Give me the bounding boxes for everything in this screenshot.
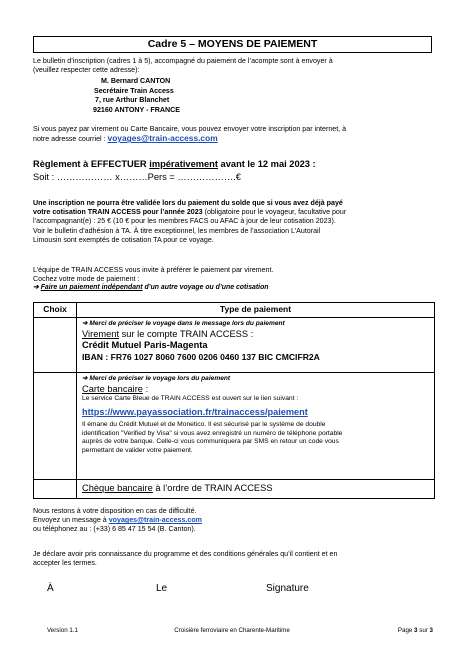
prefer-line-2: Cochez votre mode de paiement : <box>33 275 140 284</box>
iban: IBAN : FR76 1027 8060 7600 0206 0460 137 BIC CMCIFR2A <box>82 351 320 362</box>
contact-line-2: Envoyez un message à <box>33 516 109 525</box>
email-link[interactable]: voyages@train-access.com <box>107 133 218 144</box>
declaration <box>33 550 435 568</box>
page-mid: sur <box>417 627 430 634</box>
card-security-line-1: Il émane du Crédit Mutuel et de Monetico. Il est sécurisé par le système de double <box>82 420 326 428</box>
online-line-1: Si vous payez par virement ou Carte Bancaire, vous pouvez envoyer votre inscription par internet, à <box>33 125 347 133</box>
preference-text <box>33 266 435 293</box>
intro-line-1: Le bulletin d’inscription (cadres 1 à 5), accompagné du paiement de l’acompte sont à envoyer à <box>33 57 333 65</box>
bank-name: Crédit Mutuel Paris-Magenta <box>82 340 208 350</box>
choice-cheque-checkbox[interactable] <box>34 480 77 499</box>
payment-table <box>33 302 435 499</box>
header-type: Type de paiement <box>77 303 435 318</box>
transfer-note: Merci de préciser le voyage dans le message lors du paiement <box>89 320 285 327</box>
declaration-line-1: Je déclare avoir pris connaissance du programme et des conditions générales qu’il contient et en <box>33 550 338 558</box>
card-cell <box>77 373 435 480</box>
settlement-block <box>33 159 435 183</box>
card-note: Merci de préciser le voyage lors du paiement <box>89 375 231 382</box>
postal-address <box>93 77 180 115</box>
address-city: 92160 ANTONY - FRANCE <box>93 105 180 114</box>
cheque-rest: à l’ordre de TRAIN ACCESS <box>152 483 273 493</box>
footer-page <box>398 627 433 635</box>
contact-block <box>33 507 435 535</box>
choice-card-checkbox[interactable] <box>34 373 77 480</box>
signature-place: À <box>47 583 54 594</box>
intro-text <box>33 57 435 75</box>
contact-line-1: Nous restons à votre disposition en cas de difficulté. <box>33 507 197 515</box>
online-line-2: notre adresse courriel : <box>33 135 108 144</box>
declaration-line-2: accepter les termes. <box>33 559 97 568</box>
notice-line-2: votre cotisation TRAIN ACCESS pour l’année 2023 <box>33 208 203 217</box>
card-description: Le service Carte Bleue de TRAIN ACCESS est ouvert sur le lien suivant : <box>82 395 299 402</box>
address-street: 7, rue Arthur Blanchet <box>95 96 170 105</box>
transfer-label-rest: sur le compte TRAIN ACCESS : <box>119 328 254 339</box>
page-number: 3 <box>414 627 418 634</box>
row-cheque <box>34 480 435 499</box>
settlement-formula: Soit : ……………… x………Pers = ……………….€ <box>33 171 241 182</box>
notice-line-3: l’accompagnant(e) : 25 € (10 € pour les membres FACS ou AFAC à jour de leur cotisation 2023). <box>33 217 336 226</box>
notice-line-4: Voir le bulletin d’adhésion à TA. À titre exceptionnel, les membres de l’association L’Autorail <box>33 226 321 235</box>
cheque-cell <box>77 480 435 499</box>
arrow-icon: ➔ <box>82 320 88 327</box>
header-choice: Choix <box>34 303 77 318</box>
membership-notice <box>33 199 435 245</box>
page-total: 3 <box>429 627 433 634</box>
notice-line-1: Une inscription ne pourra être validée lors du paiement du solde que si vous avez déjà payé <box>33 199 343 207</box>
address-role: Secrétaire Train Access <box>94 86 174 95</box>
settlement-heading: Règlement à EFFECTUER <box>33 159 150 169</box>
online-text <box>33 125 435 144</box>
independent-payment-rest: d’un autre voyage ou d’une cotisation <box>142 284 269 292</box>
table-header-row <box>34 303 435 318</box>
settlement-emphasis: impérativement <box>149 159 218 169</box>
prefer-line-1: L’équipe de TRAIN ACCESS vous invite à préférer le paiement par virement. <box>33 266 274 274</box>
cheque-label: Chèque bancaire <box>82 483 153 493</box>
transfer-label: Virement <box>82 328 120 339</box>
row-card <box>34 373 435 480</box>
page-prefix: Page <box>397 627 415 634</box>
independent-payment-link: Faire un paiement indépendant <box>40 284 143 292</box>
arrow-icon: ➔ <box>33 284 39 292</box>
card-label-rest: : <box>142 383 149 394</box>
signature-date: Le <box>156 583 168 594</box>
card-label: Carte bancaire <box>82 383 143 394</box>
address-name: M. Bernard CANTON <box>101 77 171 85</box>
intro-line-2: (veuillez respecter cette adresse): <box>33 66 140 75</box>
footer-title: Croisière ferroviaire en Charente-Maritime <box>174 627 290 634</box>
contact-email-link[interactable]: voyages@train-access.com <box>108 516 202 525</box>
section-title: Cadre 5 – MOYENS DE PAIEMENT <box>33 36 432 53</box>
row-transfer <box>34 318 435 373</box>
card-payment-url[interactable]: https://www.payassociation.fr/trainaccess/paiement <box>82 406 308 417</box>
card-security-line-2: identification "Verified by Visa" si vous avez enregistré un numéro de téléphone portable <box>82 429 343 437</box>
card-security-line-4: permettant de valider votre paiement. <box>82 447 193 455</box>
notice-line-2-rest: (obligatoire pour le voyageur, facultative pour <box>202 208 347 217</box>
arrow-icon: ➔ <box>82 375 88 382</box>
card-security-line-3: auprès de votre banque. Celle-ci vous communiquera par SMS en retour un code vous <box>82 438 339 446</box>
choice-transfer-checkbox[interactable] <box>34 318 77 373</box>
card-security-text <box>82 421 430 456</box>
contact-line-3: ou téléphonez au : (+33) 6 85 47 15 54 (B. Canton). <box>33 525 196 534</box>
transfer-cell <box>77 318 435 373</box>
footer-version: Version 1.1 <box>47 627 78 634</box>
settlement-deadline: avant le 12 mai 2023 : <box>217 159 316 169</box>
notice-line-5: Limousin sont exemptés de cotisation TA pour ce voyage. <box>33 235 214 244</box>
signature-label: Signature <box>266 583 309 594</box>
